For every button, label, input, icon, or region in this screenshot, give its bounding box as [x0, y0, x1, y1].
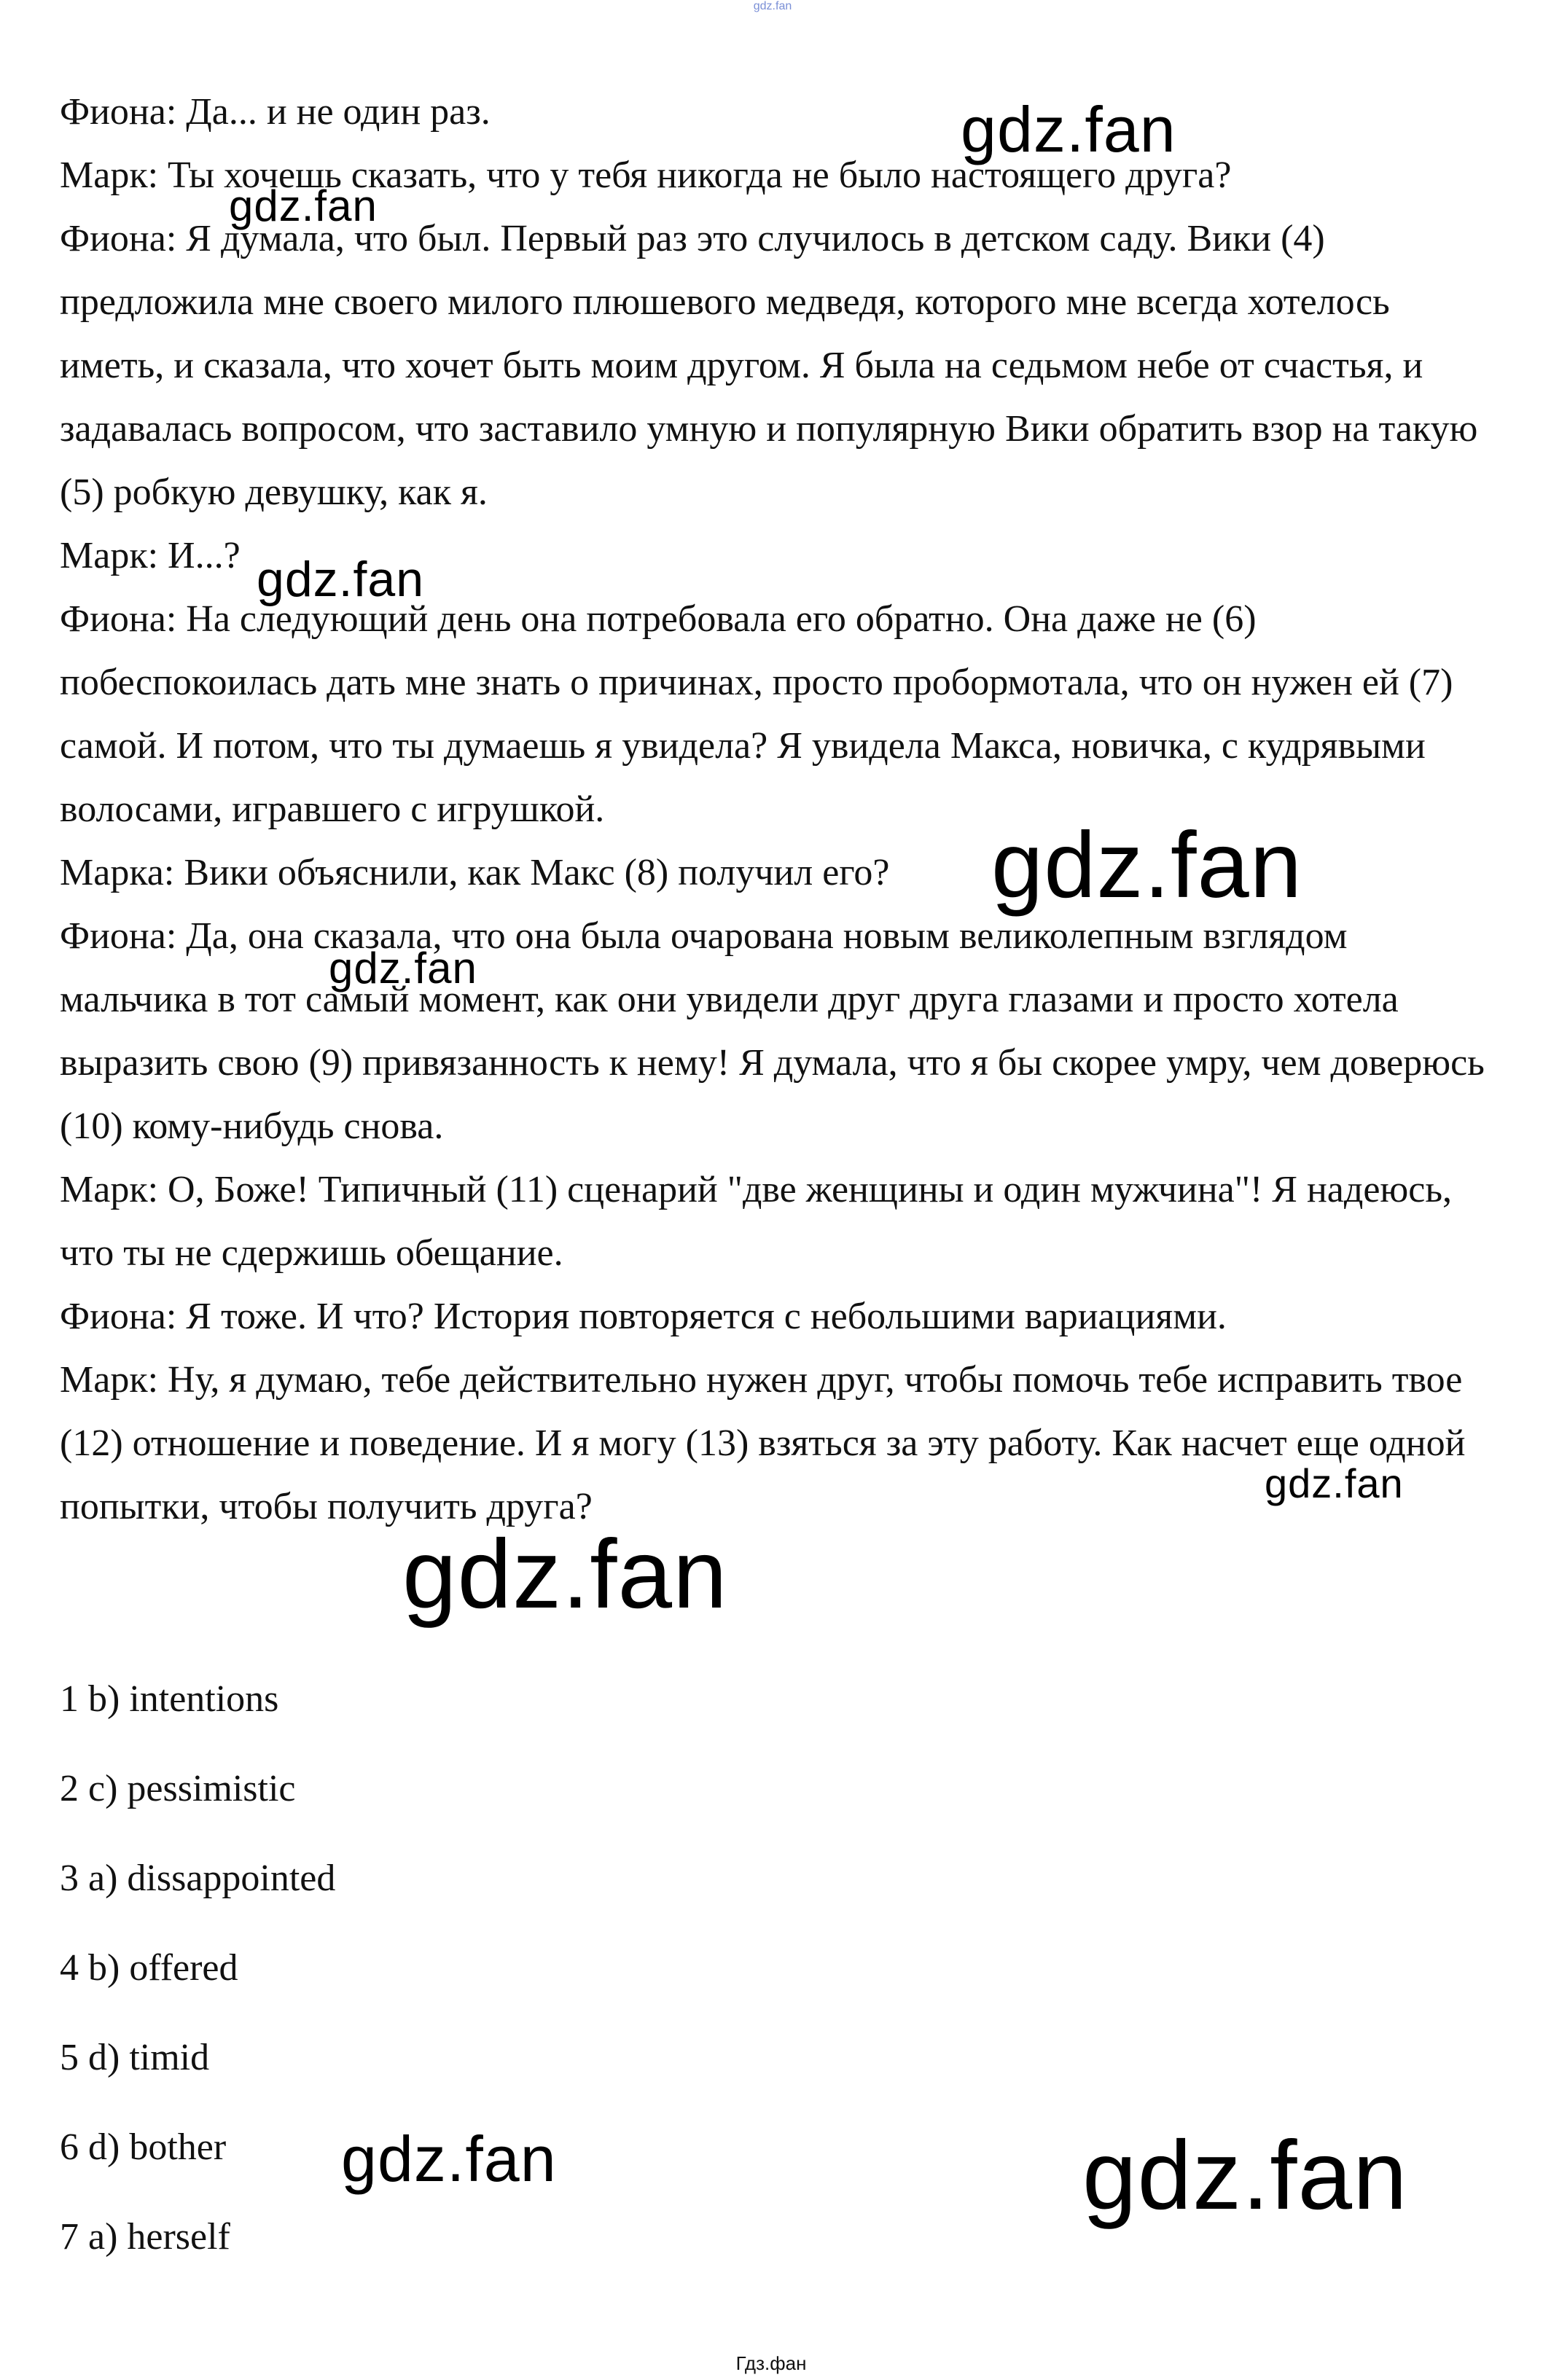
dialog-text [60, 80, 1488, 1538]
dialog-line: Марк: Ну, я думаю, тебе действительно нужен друг, чтобы помочь тебе исправить твое (12) отношение и поведение. И я могу (13) взяться за эту работу. Как насчет еще одной попытки, чтобы получить друга? [60, 1359, 1466, 1527]
dialog-line: Фиона: Да... и не один раз. [60, 91, 491, 133]
dialog-line: Фиона: На следующий день она потребовала его обратно. Она даже не (6) побеспокоилась дать мне знать о причинах, просто пробормотала, что он нужен ей (7) самой. И потом, что ты думаешь я увидела? Я увидела Макса, новичка, с кудрявыми волосами, игравшего с игрушкой. [60, 598, 1453, 830]
answer-item: 4 b) offered [60, 1947, 238, 1989]
watermark: gdz.fan [229, 181, 378, 230]
answer-item: 1 b) intentions [60, 1678, 279, 1720]
answer-item: 6 d) bother [60, 2126, 227, 2168]
page-footer: Гдз.фан [735, 2352, 807, 2374]
top-watermark: gdz.fan [753, 0, 792, 12]
answer-item: 5 d) timid [60, 2037, 210, 2078]
watermark: gdz.fan [341, 2123, 557, 2195]
dialog-line: Марк: И...? [60, 535, 241, 576]
dialog-line: Марк: О, Боже! Типичный (11) сценарий "две женщины и один мужчина"! Я надеюсь, что ты не сдержишь обещание. [60, 1169, 1453, 1274]
answer-item: 3 a) dissappointed [60, 1858, 336, 1899]
watermark: gdz.fan [1265, 1460, 1404, 1506]
dialog-line: Фиона: Да, она сказала, что она была очарована новым великолепным взглядом мальчика в тот самый момент, как они увидели друг друга глазами и просто хотела выразить свою (9) привязанность к нему! Я думала, что я бы скорее умру, чем доверюсь (10) кому-нибудь снова. [60, 915, 1485, 1147]
watermark: gdz.fan [1082, 2121, 1408, 2230]
watermark: gdz.fan [329, 944, 477, 993]
dialog-line: Фиона: Я тоже. И что? История повторяется с небольшими вариациями. [60, 1296, 1227, 1337]
watermark: gdz.fan [961, 93, 1176, 165]
watermark: gdz.fan [402, 1520, 728, 1629]
watermark: gdz.fan [257, 552, 425, 607]
dialog-line: Марка: Вики объяснили, как Макс (8) получил его? [60, 852, 890, 893]
watermark: gdz.fan [991, 813, 1302, 917]
dialog-line: Фиона: Я думала, что был. Первый раз это случилось в детском саду. Вики (4) предложила мне своего милого плюшевого медведя, которого мне всегда хотелось иметь, и сказала, что хочет быть моим другом. Я была на седьмом небе от счастья, и задавалась вопросом, что заставило умную и популярную Вики обратить взор на такую (5) робкую девушку, как я. [60, 218, 1478, 513]
answer-item: 2 c) pessimistic [60, 1768, 296, 1809]
answer-item: 7 a) herself [60, 2216, 230, 2258]
dialog-line: Марк: Ты хочешь сказать, что у тебя никогда не было настоящего друга? [60, 154, 1232, 196]
